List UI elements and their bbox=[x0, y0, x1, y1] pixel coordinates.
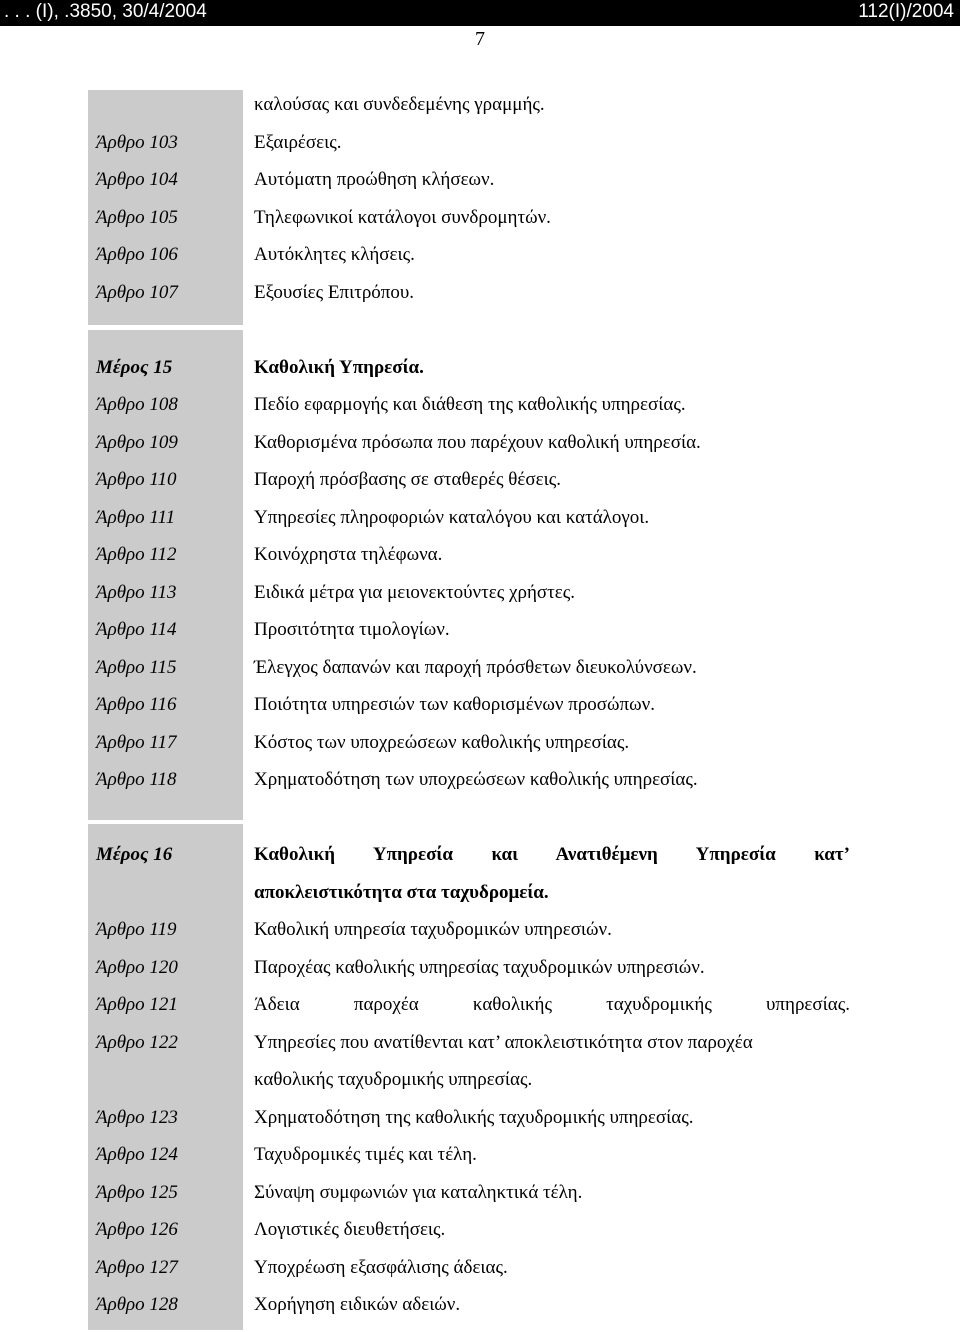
article-title: Καθορισμένα πρόσωπα που παρέχουν καθολική υπηρεσία. bbox=[254, 432, 701, 453]
article-label: Άρθρο 109 bbox=[96, 432, 178, 453]
article-label: Άρθρο 122 bbox=[96, 1032, 178, 1053]
article-title: Λογιστικές διευθετήσεις. bbox=[254, 1219, 446, 1240]
article-title: Εξαιρέσεις. bbox=[254, 132, 342, 153]
article-title: Παροχέας καθολικής υπηρεσίας ταχυδρομικών υπηρεσιών. bbox=[254, 957, 705, 978]
part-label: Μέρος 16 bbox=[96, 844, 173, 865]
article-title: Αυτόκλητες κλήσεις. bbox=[254, 244, 415, 265]
article-title: Έλεγχος δαπανών και παροχή πρόσθετων διευκολύνσεων. bbox=[254, 657, 697, 678]
article-label: Άρθρο 106 bbox=[96, 244, 178, 265]
article-label: Άρθρο 115 bbox=[96, 657, 177, 678]
article-label: Άρθρο 114 bbox=[96, 619, 177, 640]
article-title: Ποιότητα υπηρεσιών των καθορισμένων προσώπων. bbox=[254, 694, 655, 715]
part-title: Καθολική Υπηρεσία. bbox=[254, 357, 424, 378]
article-label: Άρθρο 112 bbox=[96, 544, 177, 565]
article-title: Παροχή πρόσβασης σε σταθερές θέσεις. bbox=[254, 469, 561, 490]
article-title: Αυτόματη προώθηση κλήσεων. bbox=[254, 169, 495, 190]
article-label: Άρθρο 108 bbox=[96, 394, 178, 415]
article-label: Άρθρο 105 bbox=[96, 207, 178, 228]
article-label: Άρθρο 118 bbox=[96, 769, 177, 790]
page-number: 7 bbox=[475, 28, 485, 50]
article-title: Χρηματοδότηση της καθολικής ταχυδρομικής υπηρεσίας. bbox=[254, 1107, 694, 1128]
article-label: Άρθρο 107 bbox=[96, 282, 178, 303]
article-title: Κοινόχρηστα τηλέφωνα. bbox=[254, 544, 443, 565]
article-label: Άρθρο 117 bbox=[96, 732, 177, 753]
article-title: Κόστος των υποχρεώσεων καθολικής υπηρεσίας. bbox=[254, 732, 630, 753]
article-title: Χρηματοδότηση των υποχρεώσεων καθολικής υπηρεσίας. bbox=[254, 769, 698, 790]
article-title: Ταχυδρομικές τιμές και τέλη. bbox=[254, 1144, 477, 1165]
article-title: Υπηρεσίες πληροφοριών καταλόγου και κατάλογοι. bbox=[254, 507, 650, 528]
header-law-number: 112(I)/2004 bbox=[858, 1, 954, 22]
article-label: Άρθρο 124 bbox=[96, 1144, 178, 1165]
article-title: Εξουσίες Επιτρόπου. bbox=[254, 282, 415, 303]
article-label: Άρθρο 127 bbox=[96, 1257, 178, 1278]
article-label: Άρθρο 123 bbox=[96, 1107, 178, 1128]
part-label: Μέρος 15 bbox=[96, 357, 173, 378]
article-title: Άδεια παροχέα καθολικής ταχυδρομικής υπηρεσίας. bbox=[254, 994, 850, 1015]
article-title: Καθολική υπηρεσία ταχυδρομικών υπηρεσιών. bbox=[254, 919, 612, 940]
article-label: Άρθρο 111 bbox=[96, 507, 176, 528]
article-label: Άρθρο 116 bbox=[96, 694, 177, 715]
part-title: Καθολική Υπηρεσία και Ανατιθέμενη Υπηρεσία κατ’ bbox=[254, 844, 850, 865]
article-title: Χορήγηση ειδικών αδειών. bbox=[254, 1294, 461, 1315]
article-label: Άρθρο 113 bbox=[96, 582, 177, 603]
article-title: Τηλεφωνικοί κατάλογοι συνδρομητών. bbox=[254, 207, 551, 228]
document-header-bar bbox=[0, 0, 960, 26]
article-label: Άρθρο 104 bbox=[96, 169, 178, 190]
article-title: καθολικής ταχυδρομικής υπηρεσίας. bbox=[254, 1069, 533, 1090]
article-label: Άρθρο 128 bbox=[96, 1294, 178, 1315]
article-title: Υποχρέωση εξασφάλισης άδειας. bbox=[254, 1257, 508, 1278]
article-title: Πεδίο εφαρμογής και διάθεση της καθολικής υπηρεσίας. bbox=[254, 394, 686, 415]
article-label: Άρθρο 121 bbox=[96, 994, 178, 1015]
article-label: Άρθρο 110 bbox=[96, 469, 177, 490]
article-label: Άρθρο 125 bbox=[96, 1182, 178, 1203]
article-label: Άρθρο 126 bbox=[96, 1219, 178, 1240]
article-title: Προσιτότητα τιμολογίων. bbox=[254, 619, 450, 640]
article-title: καλούσας και συνδεδεμένης γραμμής. bbox=[254, 94, 545, 115]
article-title: Ειδικά μέτρα για μειονεκτούντες χρήστες. bbox=[254, 582, 576, 603]
article-label: Άρθρο 103 bbox=[96, 132, 178, 153]
article-title: Υπηρεσίες που ανατίθενται κατ’ αποκλειστικότητα στον παροχέα bbox=[254, 1032, 753, 1053]
article-title: Σύναψη συμφωνιών για καταληκτικά τέλη. bbox=[254, 1182, 583, 1203]
part-title: αποκλειστικότητα στα ταχυδρομεία. bbox=[254, 882, 549, 903]
article-label: Άρθρο 119 bbox=[96, 919, 177, 940]
article-label: Άρθρο 120 bbox=[96, 957, 178, 978]
header-gazette-ref: . . . (I), .3850, 30/4/2004 bbox=[4, 1, 207, 22]
